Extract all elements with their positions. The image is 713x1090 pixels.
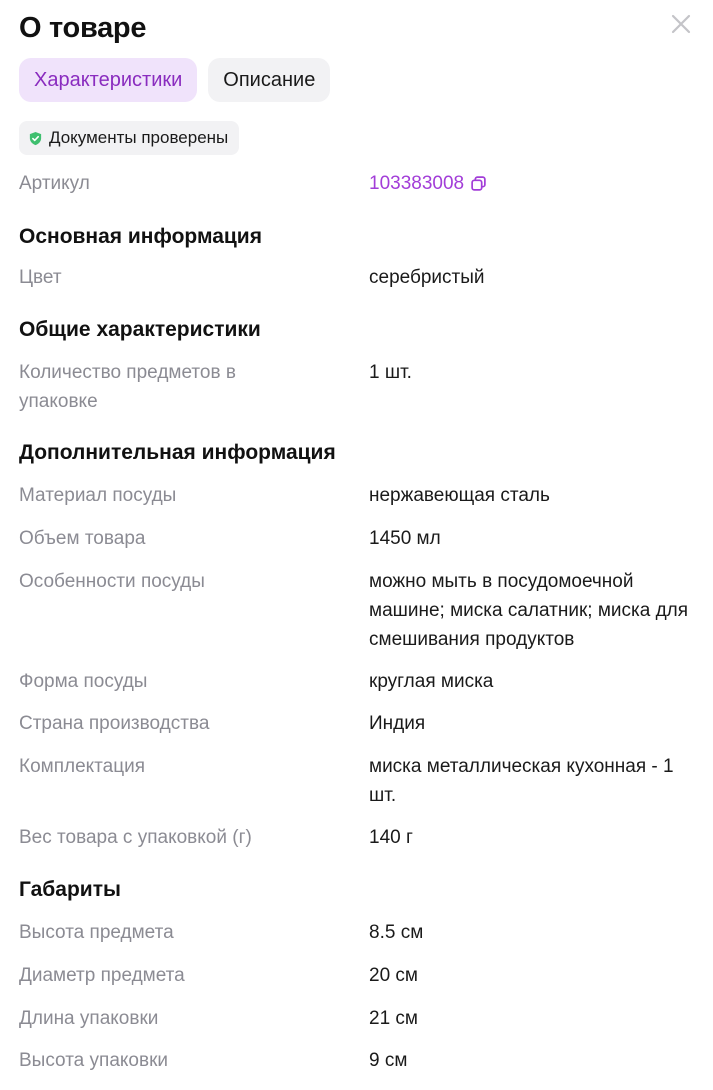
spec-value: можно мыть в посудомоечной машине; миска салатник; миска для смешивания продуктов — [369, 571, 689, 650]
spec-label: Диаметр предмета — [19, 965, 185, 986]
section-title-dimensions: Габариты — [19, 878, 121, 901]
article-copy-button[interactable] — [369, 169, 487, 198]
spec-value: 21 см — [369, 1008, 418, 1029]
spec-value: миска металлическая кухонная - 1 шт. — [369, 756, 674, 806]
close-button[interactable] — [669, 12, 693, 36]
badge-label: Документы проверены — [49, 128, 229, 147]
section-title-additional: Дополнительная информация — [19, 441, 336, 464]
spec-value: нержавеющая сталь — [369, 485, 550, 506]
documents-verified-badge — [19, 121, 239, 155]
spec-value: 9 см — [369, 1050, 408, 1071]
article-number: 103383008 — [369, 173, 465, 194]
close-icon — [669, 12, 693, 36]
spec-value: 1 шт. — [369, 362, 412, 383]
spec-value: серебристый — [369, 267, 485, 288]
spec-label: Страна производства — [19, 713, 210, 734]
copy-icon — [470, 175, 487, 192]
shield-check-icon — [28, 131, 43, 146]
article-label: Артикул — [19, 173, 90, 194]
modal-header — [19, 8, 699, 48]
spec-value: 1450 мл — [369, 528, 441, 549]
spec-label: Особенности посуды — [19, 571, 205, 592]
spec-label: Материал посуды — [19, 485, 177, 506]
tabs — [19, 58, 330, 102]
spec-label: Длина упаковки — [19, 1008, 159, 1029]
section-title-general: Общие характеристики — [19, 318, 261, 341]
spec-value: 8.5 см — [369, 922, 424, 943]
spec-label: Комплектация — [19, 756, 146, 777]
section-title-main-info: Основная информация — [19, 225, 262, 248]
page-title: О товаре — [19, 12, 147, 44]
spec-label: Высота предмета — [19, 922, 174, 943]
spec-value: Индия — [369, 713, 426, 734]
spec-label: Объем товара — [19, 528, 146, 549]
spec-value: круглая миска — [369, 671, 494, 692]
tab-description[interactable]: Описание — [208, 58, 330, 102]
spec-value: 20 см — [369, 965, 418, 986]
spec-value: 140 г — [369, 827, 413, 848]
spec-label: Цвет — [19, 267, 62, 288]
spec-label: Вес товара с упаковкой (г) — [19, 827, 252, 848]
spec-label: Форма посуды — [19, 671, 148, 692]
spec-label: Количество предметов в упаковке — [19, 362, 236, 412]
spec-label: Высота упаковки — [19, 1050, 168, 1071]
tab-characteristics[interactable]: Характеристики — [19, 58, 197, 102]
